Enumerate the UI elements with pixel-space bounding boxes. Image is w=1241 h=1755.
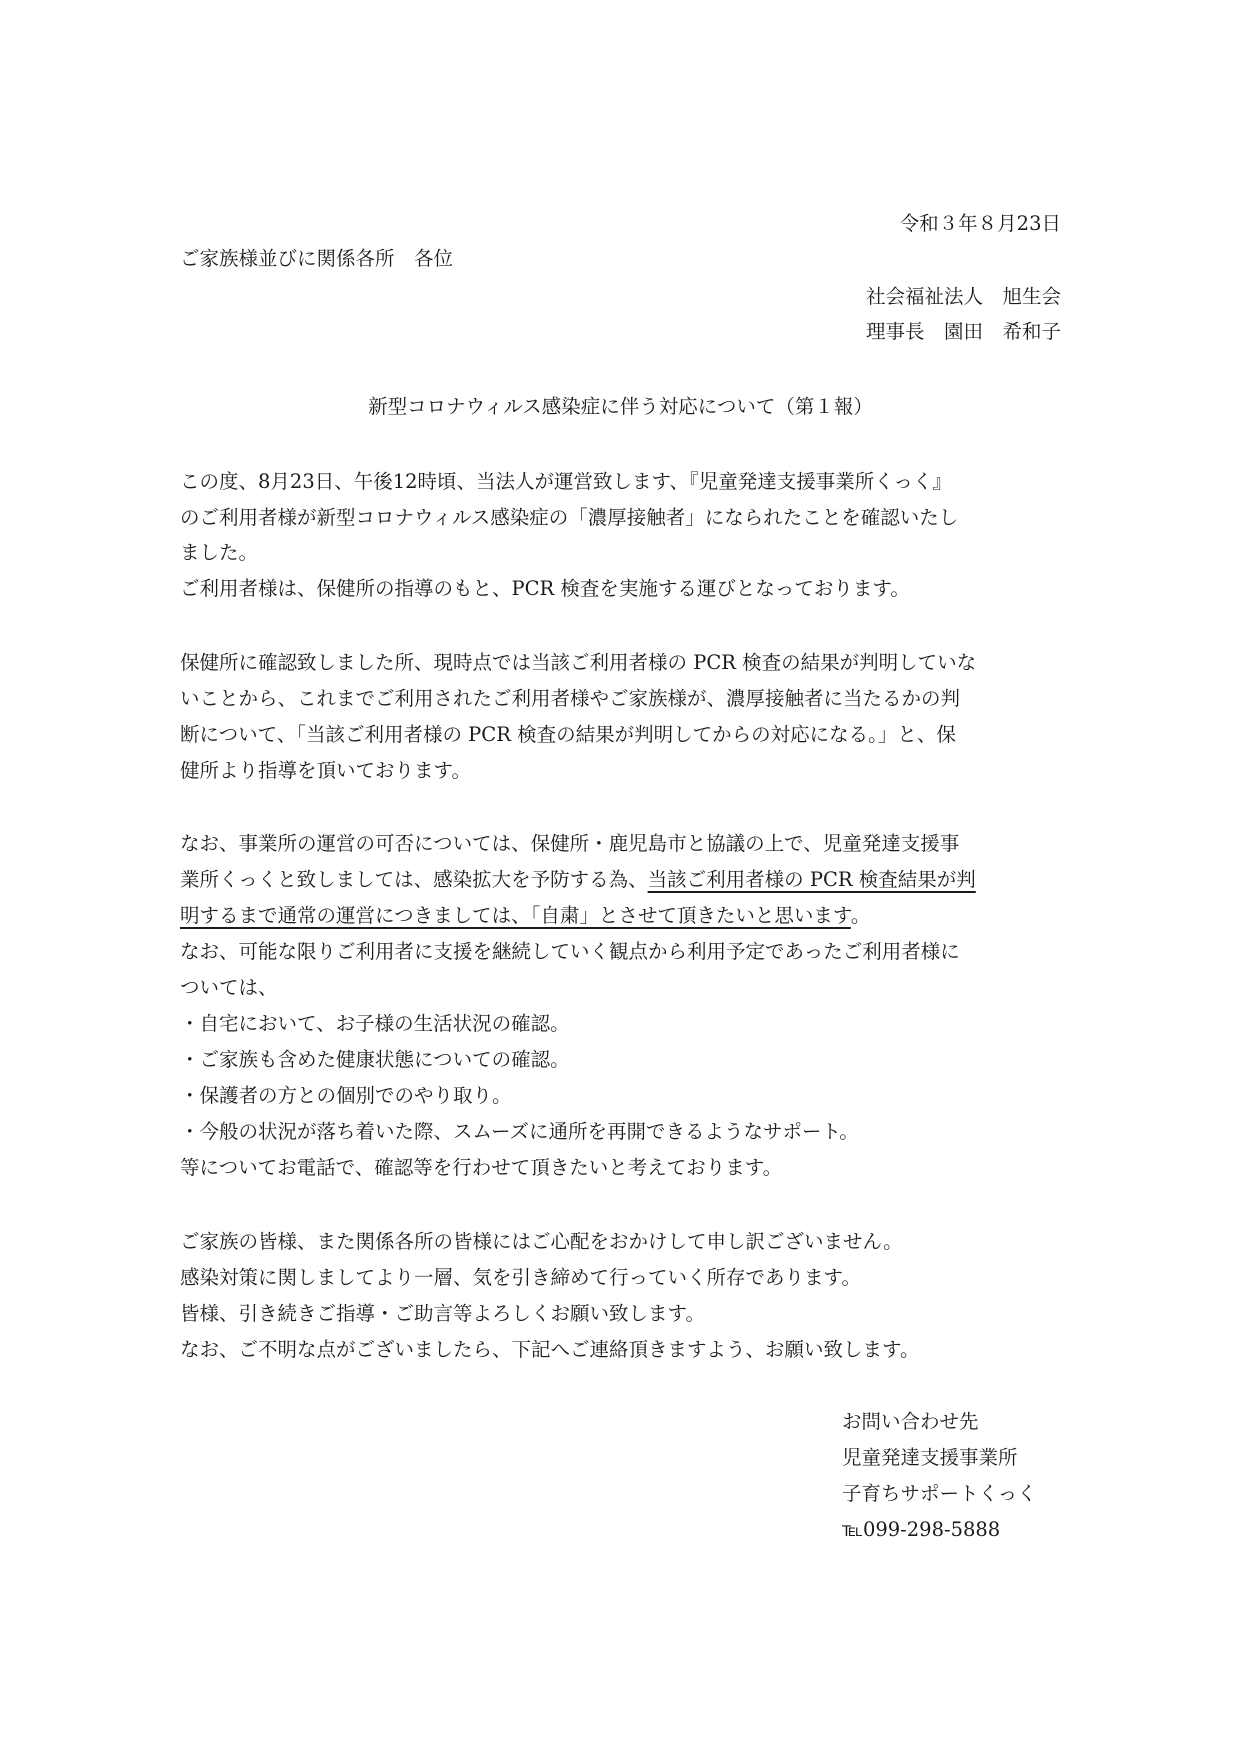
bullet-item: ・ご家族も含めた健康状態についての確認。 [180, 1048, 570, 1071]
paragraph-3-line [180, 870, 1062, 890]
paragraph-3-line [180, 906, 1062, 926]
paragraph-2-line: 断について、「当該ご利用者様の PCR 検査の結果が判明してからの対応になる。」と、保 [180, 723, 956, 746]
paragraph-1-line: ご利用者様は、保健所の指導のもと、PCR 検査を実施する運びとなっております。 [180, 577, 910, 600]
paragraph-4-line: ご家族の皆様、また関係各所の皆様にはご心配をおかけして申し訳ございません。 [180, 1230, 903, 1253]
paragraph-1-line: ました。 [180, 541, 259, 564]
contact-organization: 児童発達支援事業所 [842, 1446, 1018, 1469]
paragraph-1-line: この度、8月23日、午後12時頃、当法人が運営致します、『児童発達支援事業所くっく』 [180, 470, 952, 493]
underlined-notice: 明するまで通常の運営につきましては、「自粛」とさせて頂きたいと思います [180, 904, 851, 927]
document-title: 新型コロナウィルス感染症に伴う対応について（第１報） [368, 395, 873, 418]
paragraph-2-line: 健所より指導を頂いております。 [180, 759, 471, 782]
paragraph-3-line: なお、事業所の運営の可否については、保健所・鹿児島市と協議の上で、児童発達支援事 [180, 832, 960, 855]
paragraph-2-line: 保健所に確認致しました所、現時点では当該ご利用者様の PCR 検査の結果が判明していな [180, 651, 977, 674]
recipient-line: ご家族様並びに関係各所 各位 [180, 247, 454, 270]
paragraph-3-text: 業所くっくと致しましては、感染拡大を予防する為、 [180, 868, 648, 891]
sender-name: 理事長 園田 希和子 [865, 320, 1061, 343]
sender-organization: 社会福祉法人 旭生会 [865, 285, 1061, 308]
paragraph-4-line: 皆様、引き続きご指導・ご助言等よろしくお願い致します。 [180, 1302, 705, 1325]
paragraph-4-line: 感染対策に関しましてより一層、気を引き締めて行っていく所存であります。 [180, 1266, 861, 1289]
contact-phone: ℡099-298-5888 [842, 1518, 1001, 1541]
paragraph-2-line: いことから、これまでご利用されたご利用者様やご家族様が、濃厚接触者に当たるかの判 [180, 687, 961, 710]
paragraph-3-closing: 等についてお電話で、確認等を行わせて頂きたいと考えております。 [180, 1156, 783, 1179]
paragraph-4-line: なお、ご不明な点がございましたら、下記へご連絡頂きますよう、お願い致します。 [180, 1338, 920, 1361]
underlined-notice: 当該ご利用者様の PCR 検査結果が判 [647, 868, 976, 891]
bullet-item: ・自宅において、お子様の生活状況の確認。 [180, 1012, 570, 1035]
paragraph-3-line: なお、可能な限りご利用者に支援を継続していく観点から利用予定であったご利用者様に [180, 940, 960, 963]
contact-name: 子育ちサポートくっく [842, 1482, 1037, 1505]
paragraph-3-line: ついては、 [180, 976, 278, 999]
bullet-item: ・今般の状況が落ち着いた際、スムーズに通所を再開できるようなサポート。 [180, 1120, 859, 1143]
paragraph-3-text: 。 [850, 904, 871, 927]
document-date: 令和３年８月23日 [899, 212, 1061, 235]
paragraph-1-line: のご利用者様が新型コロナウィルス感染症の「濃厚接触者」になられたことを確認いたし [180, 506, 959, 529]
bullet-item: ・保護者の方との個別でのやり取り。 [180, 1084, 512, 1107]
contact-label: お問い合わせ先 [842, 1410, 979, 1433]
